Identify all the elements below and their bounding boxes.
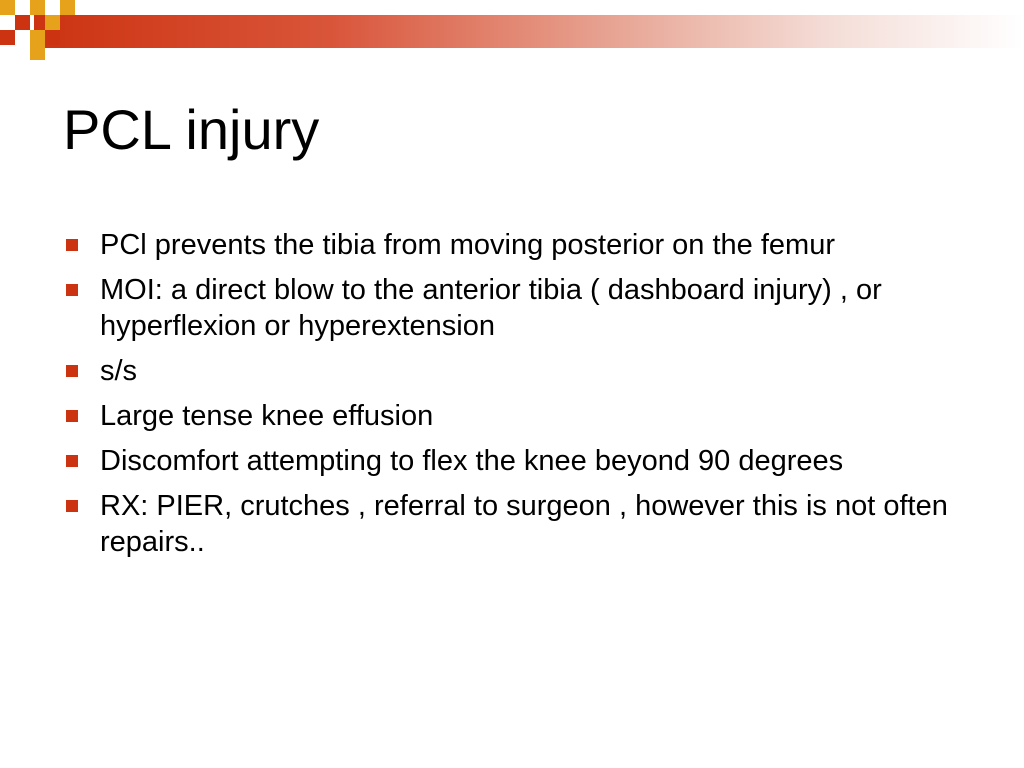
deco-square bbox=[30, 45, 45, 60]
deco-square bbox=[60, 0, 75, 15]
bullet-text: Discomfort attempting to flex the knee beyond 90 degrees bbox=[100, 445, 844, 477]
deco-square bbox=[45, 30, 60, 45]
bullet-item bbox=[63, 443, 973, 479]
header-gradient-band bbox=[34, 15, 1024, 48]
deco-square bbox=[0, 0, 15, 15]
bullet-text: PCl prevents the tibia from moving posterior on the femur bbox=[100, 229, 835, 261]
decorative-squares-logo bbox=[0, 0, 80, 64]
deco-square bbox=[45, 15, 60, 30]
bullet-text: Large tense knee effusion bbox=[100, 400, 434, 432]
square-bullet-icon bbox=[66, 455, 78, 467]
bullet-item bbox=[63, 227, 973, 263]
bullet-text: s/s bbox=[100, 355, 138, 387]
bullet-list bbox=[63, 227, 973, 569]
deco-square bbox=[30, 0, 45, 15]
deco-square bbox=[0, 30, 15, 45]
square-bullet-icon bbox=[66, 284, 78, 296]
square-bullet-icon bbox=[66, 239, 78, 251]
bullet-item bbox=[63, 272, 973, 344]
square-bullet-icon bbox=[66, 500, 78, 512]
bullet-item bbox=[63, 353, 973, 389]
bullet-item bbox=[63, 488, 973, 560]
square-bullet-icon bbox=[66, 365, 78, 377]
deco-square bbox=[30, 30, 45, 45]
bullet-text: MOI: a direct blow to the anterior tibia ( dashboard injury) , or hyperflexion or hyperextension bbox=[100, 274, 882, 342]
slide-title: PCL injury bbox=[63, 98, 320, 161]
bullet-item bbox=[63, 398, 973, 434]
deco-square bbox=[15, 15, 30, 30]
square-bullet-icon bbox=[66, 410, 78, 422]
bullet-text: RX: PIER, crutches , referral to surgeon , however this is not often repairs.. bbox=[100, 490, 948, 558]
